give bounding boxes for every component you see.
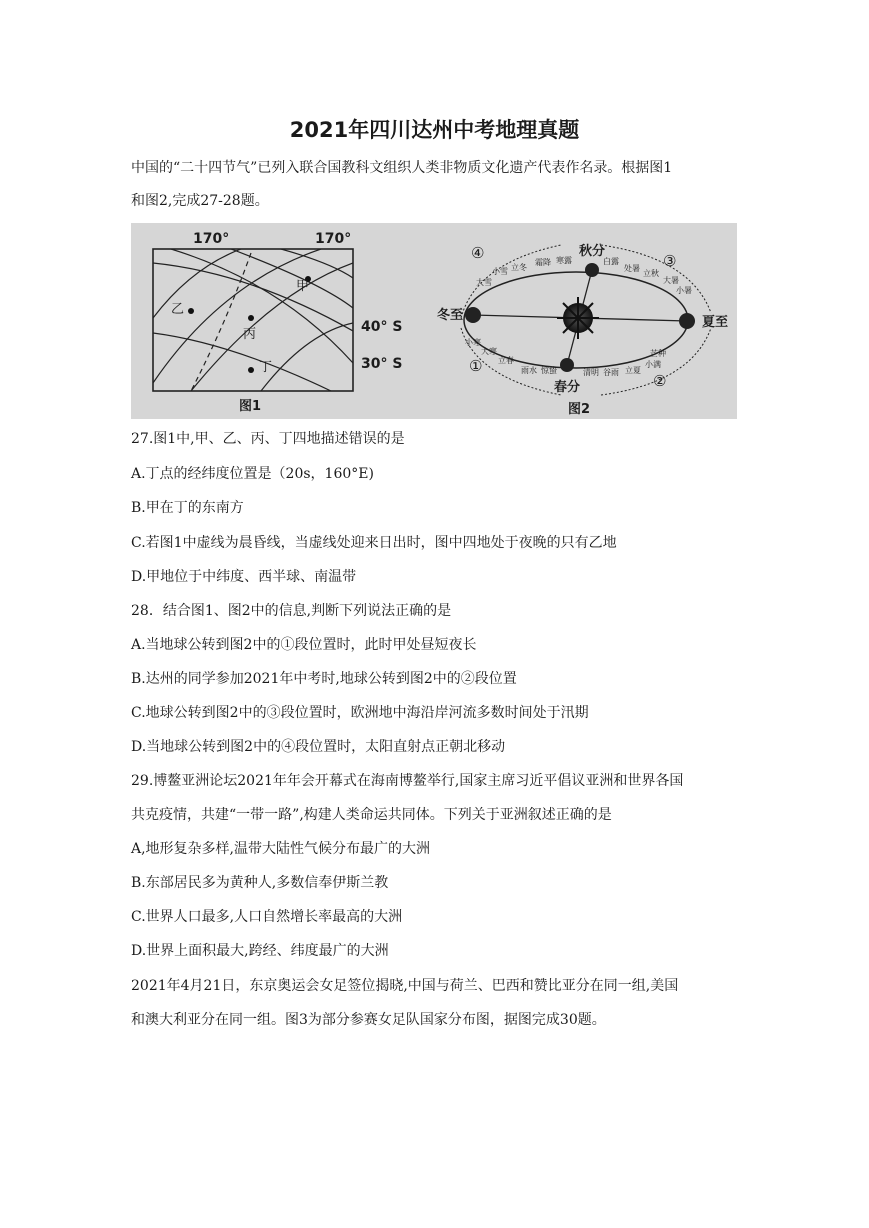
figure2-caption: 图2 <box>568 402 591 417</box>
term-xiaoshu: 小暑 <box>676 286 692 295</box>
term-yushui: 雨水 <box>521 366 537 375</box>
point-yi <box>188 308 194 314</box>
term-lichun: 立春 <box>498 356 514 365</box>
label-jia: 甲 <box>296 279 310 294</box>
segment-label-1: ① <box>469 357 483 375</box>
term-chushu: 处暑 <box>624 264 640 273</box>
photo-background <box>131 223 737 419</box>
label-summer-solstice: 夏至 <box>702 315 729 330</box>
earth-summer-icon <box>679 313 695 329</box>
term-lixia: 立夏 <box>625 366 641 375</box>
q30-intro-line-2: 和澳大利亚分在同一组。图3为部分参赛女足队国家分布图，据图完成30题。 <box>131 1012 606 1028</box>
label-ding: 丁 <box>259 360 273 375</box>
term-xiaohan: 小寒 <box>465 338 481 347</box>
q28-option-a: A.当地球公转到图2中的①段位置时，此时甲处昼短夜长 <box>131 637 477 653</box>
intro-line-2: 和图2,完成27-28题。 <box>131 193 269 209</box>
point-ding <box>248 367 254 373</box>
segment-label-2: ② <box>653 372 667 390</box>
q29-option-d: D.世界上面积最大,跨经、纬度最广的大洲 <box>131 943 389 959</box>
point-bing <box>248 315 254 321</box>
q27-stem: 27.图1中,甲、乙、丙、丁四地描述错误的是 <box>131 431 405 447</box>
term-dahan: 大寒 <box>481 347 497 356</box>
earth-winter-icon <box>465 307 481 323</box>
q28-stem: 28．结合图1、图2中的信息,判断下列说法正确的是 <box>131 603 452 619</box>
lon-label-right: 170° <box>315 231 352 247</box>
page-title: 2021年四川达州中考地理真题 <box>289 118 580 142</box>
q29-stem-line-2: 共克疫情，共建“一带一路”,构建人类命运共同体。下列关于亚洲叙述正确的是 <box>131 807 612 823</box>
term-guyu: 谷雨 <box>603 368 619 377</box>
sun-icon <box>557 297 599 339</box>
term-jingzhe: 惊蛰 <box>541 366 557 375</box>
lat-label-40s: 40° S <box>361 319 403 335</box>
intro-line-1: 中国的“二十四节气”已列入联合国教科文组织人类非物质文化遗产代表作名录。根据图1 <box>131 160 673 176</box>
q29-stem-line-1: 29.博鳌亚洲论坛2021年年会开幕式在海南博鳌举行,国家主席习近平倡议亚洲和世界各国 <box>131 773 684 789</box>
term-qingming: 清明 <box>583 368 599 377</box>
q29-option-a: A,地形复杂多样,温带大陆性气候分布最广的大洲 <box>131 841 431 857</box>
term-daxue: 大雪 <box>476 278 492 287</box>
term-xiaoxue: 小雪 <box>492 267 508 276</box>
label-yi: 乙 <box>171 302 185 317</box>
earth-autumn-icon <box>585 263 599 277</box>
lat-label-30s: 30° S <box>361 356 403 372</box>
segment-label-4: ④ <box>471 244 485 262</box>
segment-label-3: ③ <box>663 252 677 270</box>
figure-photo <box>131 223 737 419</box>
term-mangzhong: 芒种 <box>650 349 666 358</box>
figure-svg <box>131 223 737 419</box>
term-bailu: 白露 <box>603 257 619 266</box>
term-liqiu: 立秋 <box>643 269 659 278</box>
term-hanlu: 寒露 <box>556 256 572 265</box>
lon-label-left: 170° <box>193 231 230 247</box>
term-shuangjiang: 霜降 <box>535 258 551 267</box>
q30-intro-line-1: 2021年4月21日，东京奥运会女足签位揭晓,中国与荷兰、巴西和赞比亚分在同一组,美国 <box>131 978 679 994</box>
q27-option-a: A.丁点的经纬度位置是（20s，160°E) <box>131 466 374 482</box>
term-xiaoman: 小满 <box>645 360 661 369</box>
q29-option-c: C.世界人口最多,人口自然增长率最高的大洲 <box>131 909 403 925</box>
label-winter-solstice: 冬至 <box>437 308 464 323</box>
q27-option-b: B.甲在丁的东南方 <box>131 500 244 516</box>
q29-option-b: B.东部居民多为黄种人,多数信奉伊斯兰教 <box>131 875 389 891</box>
q27-option-d: D.甲地位于中纬度、西半球、南温带 <box>131 569 357 585</box>
q28-option-d: D.当地球公转到图2中的④段位置时，太阳直射点正朝北移动 <box>131 739 506 755</box>
label-spring-equinox: 春分 <box>554 380 581 395</box>
term-dashu: 大暑 <box>663 276 679 285</box>
figure1-caption: 图1 <box>239 399 262 414</box>
q28-option-b: B.达州的同学参加2021年中考时,地球公转到图2中的②段位置 <box>131 671 517 687</box>
q27-option-c: C.若图1中虚线为晨昏线，当虚线处迎来日出时，图中四地处于夜晚的只有乙地 <box>131 535 617 551</box>
label-autumn-equinox: 秋分 <box>579 244 606 259</box>
term-lidong: 立冬 <box>511 263 527 272</box>
label-bing: 丙 <box>243 327 257 342</box>
earth-spring-icon <box>560 358 574 372</box>
q28-option-c: C.地球公转到图2中的③段位置时，欧洲地中海沿岸河流多数时间处于汛期 <box>131 705 589 721</box>
